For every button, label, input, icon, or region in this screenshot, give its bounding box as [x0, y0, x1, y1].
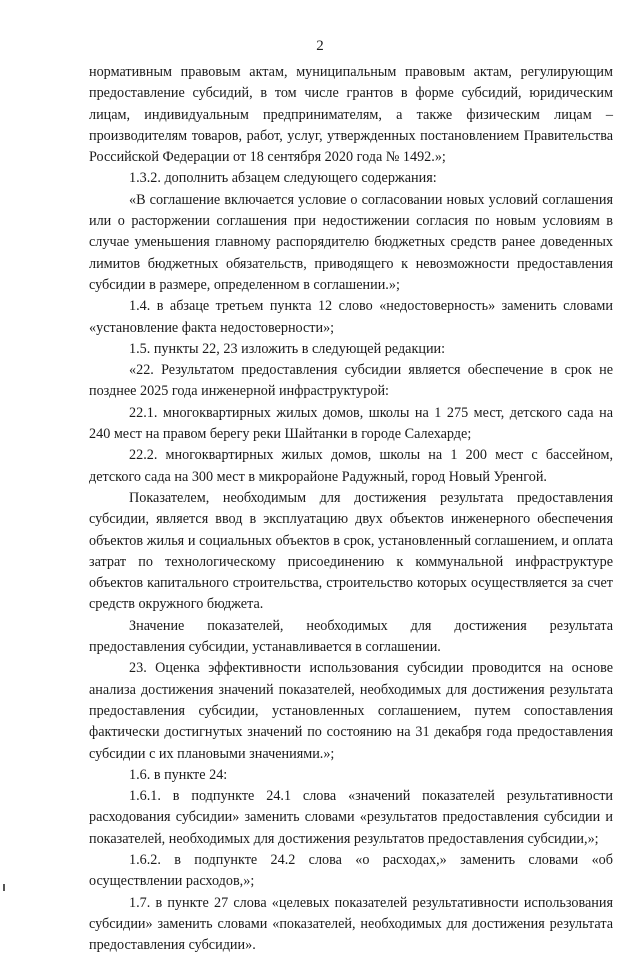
document-body [89, 62, 613, 956]
paragraph: 1.6.1. в подпункте 24.1 слова «значений показателей результативности расходования субсидии» заменить словами «результатов предоставления субсидии и показателей, необходимых для достижения результатов предоставления субсидии,»; [89, 788, 613, 847]
paragraph: 1.4. в абзаце третьем пункта 12 слово «недостоверность» заменить словами «установление факта недостоверности»; [89, 298, 613, 336]
paragraph: 1.6. в пункте 24: [129, 766, 228, 783]
paragraph: 1.6.2. в подпункте 24.2 слова «о расходах,» заменить словами «об осуществлении расходов,»; [89, 851, 613, 890]
paragraph: 22.1. многоквартирных жилых домов, школы на 1 275 мест, детского сада на 240 мест на правом берегу реки Шайтанки в городе Салехарде; [89, 404, 613, 443]
page-number: 2 [316, 38, 324, 54]
paragraph: Показателем, необходимым для достижения результата предоставления субсидии, является ввод в эксплуатацию двух объектов инженерного обеспечения объектов жилья и социальных объектов в срок, установленный соглашением, и оплата затрат по технологическому присоединению к коммунальной инфраструктуре объектов капитального строительства, строительство которых осуществляется за счет средств окружного бюджета. [89, 489, 613, 613]
paragraph: «В соглашение включается условие о согласовании новых условий соглашения или о расторжении соглашения при недостижении согласия по новым условиям в случае уменьшения главному распорядителю бюджетных средств ранее доведенных лимитов бюджетных обязательств, приводящего к невозможности предоставления субсидии в размере, определенном в соглашении.»; [89, 191, 613, 293]
paragraph: Значение показателей, необходимых для достижения результата предоставления субсидии, устанавливается в соглашении. [89, 617, 613, 656]
paragraph: нормативным правовым актам, муниципальным правовым актам, регулирующим предоставление субсидий, в том числе грантов в форме субсидий, юридическим лицам, индивидуальным предпринимателям, а также физическим лицам – производителям товаров, работ, услуг, утвержденных постановлением Правительства Российской Федерации от 18 сентября 2020 года № 1492.»; [89, 64, 613, 166]
paragraph: 1.7. в пункте 27 слова «целевых показателей результативности использования субсидии» заменить словами «показателей, необходимых для достижения результата предоставления субсидии». [89, 894, 613, 954]
paragraph: «22. Результатом предоставления субсидии является обеспечение в срок не позднее 2025 года инженерной инфраструктурой: [89, 362, 613, 400]
paragraph: 1.3.2. дополнить абзацем следующего содержания: [129, 170, 437, 187]
paragraph: 23. Оценка эффективности использования субсидии проводится на основе анализа достижения значений показателей, необходимых для достижения результата предоставления субсидии, установленных соглашением, путем сопоставления фактически достигнутых значений по состоянию на 31 декабря года предоставления субсидии с их плановыми значениями.»; [89, 660, 613, 762]
paragraph: 22.2. многоквартирных жилых домов, школы на 1 200 мест с бассейном, детского сада на 300 мест в микрорайоне Радужный, город Новый Уренгой. [89, 447, 613, 485]
paragraph: 1.5. пункты 22, 23 изложить в следующей редакции: [129, 340, 446, 357]
scan-artifact [3, 884, 5, 891]
